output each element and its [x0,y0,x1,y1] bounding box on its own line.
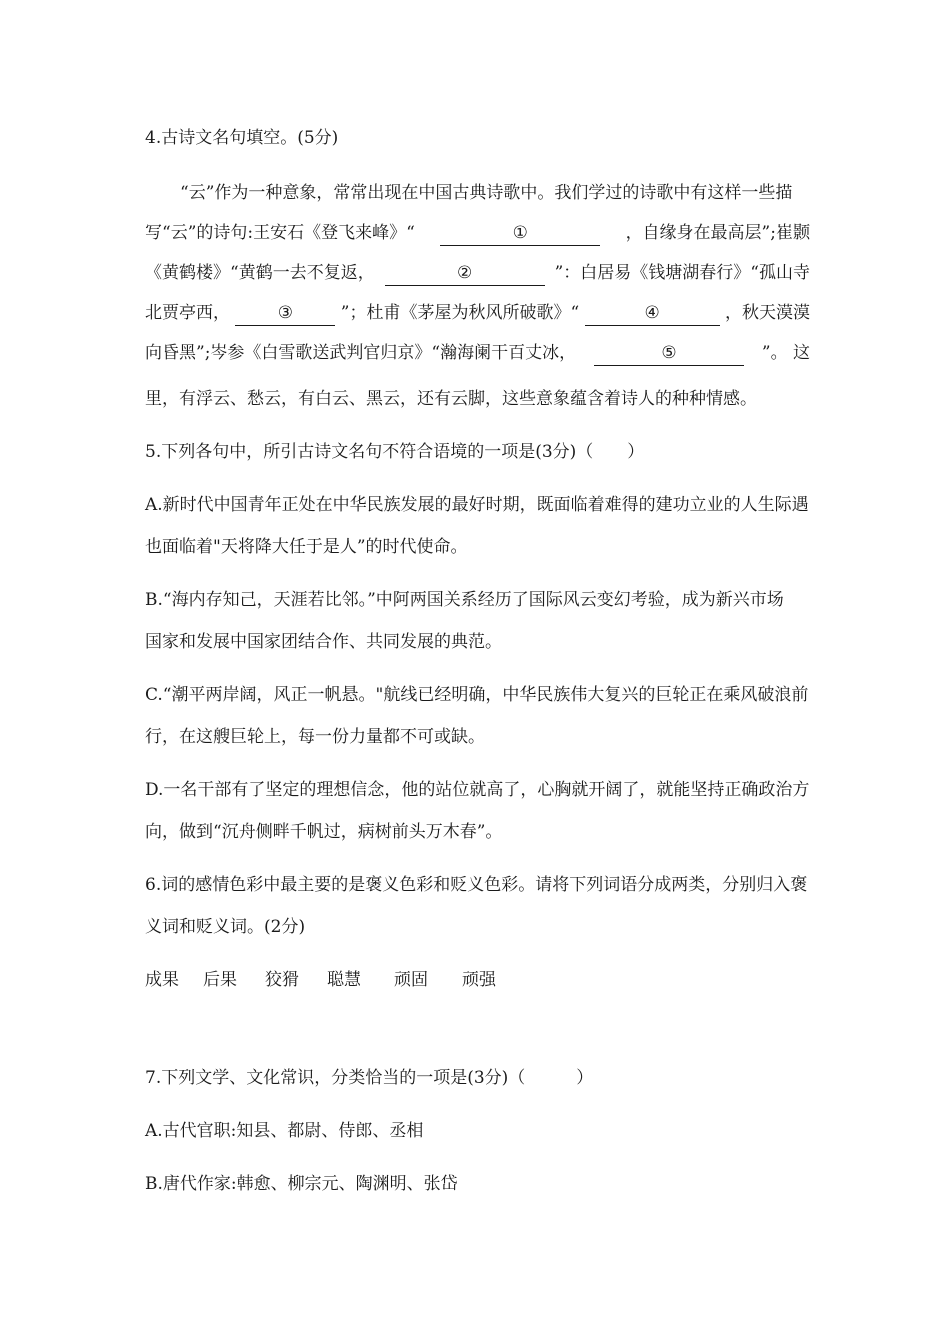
q4-text: ，秋天漠漠 [724,303,810,323]
q4-paragraph-line-1: “云”作为一种意象，常常出现在中国古典诗歌中。我们学过的诗歌中有这样一些描 [180,183,793,203]
q4-text: ”；杜甫《茅屋为秋风所破歌》“ [340,303,580,323]
q5-option-d-line-1[interactable]: D.一名干部有了坚定的理想信念，他的站位就高了，心胸就开阔了，就能坚持正确政治方 [145,780,810,800]
q6-word: 狡猾 [265,970,299,990]
fill-blank-5[interactable]: ⑤ [594,343,744,366]
q6-title-line-1: 6.词的感情色彩中最主要的是褒义色彩和贬义色彩。请将下列词语分成两类，分别归入褒 [145,875,808,895]
fill-blank-3[interactable]: ③ [235,303,335,326]
q4-title: 4.古诗文名句填空。(5分) [145,128,339,148]
fill-blank-1[interactable]: ① [440,223,600,246]
q6-word: 顽强 [462,970,496,990]
q7-title: 7.下列文学、文化常识，分类恰当的一项是(3分)（ ） [145,1068,594,1088]
q6-word: 聪慧 [327,970,361,990]
q6-title-line-2: 义词和贬义词。(2分) [145,917,306,937]
q7-option-b[interactable]: B.唐代作家:韩愈、柳宗元、陶渊明、张岱 [145,1174,458,1194]
q6-word: 顽固 [394,970,428,990]
q4-text: ”。 这 [761,343,810,363]
q5-option-d-line-2[interactable]: 向，做到“沉舟侧畔千帆过，病树前头万木春”。 [145,822,503,842]
q6-word: 后果 [203,970,237,990]
q4-text: ，自缘身在最高层”;崔颢 [625,223,810,243]
fill-blank-2[interactable]: ② [385,263,545,286]
q5-option-b-line-1[interactable]: B.“海内存知己，天涯若比邻。”中阿两国关系经历了国际风云变幻考验，成为新兴市场 [145,590,784,610]
q4-text: 写“云”的诗句:王安石《登飞来峰》“ [145,223,415,243]
q5-option-a-line-1[interactable]: A.新时代中国青年正处在中华民族发展的最好时期，既面临着难得的建功立业的人生际遇 [145,495,809,515]
q4-text: 北贾亭西， [145,303,230,323]
q4-paragraph-line-6: 里，有浮云、愁云，有白云、黑云，还有云脚，这些意象蕴含着诗人的种种情感。 [145,389,757,409]
q7-option-a[interactable]: A.古代官职:知县、都尉、侍郎、丞相 [145,1121,424,1141]
q6-word-list [145,970,810,990]
q4-text: ”：白居易《钱塘湖春行》“孤山寺 [554,263,810,283]
q5-option-b-line-2[interactable]: 国家和发展中国家团结合作、共同发展的典范。 [145,632,502,652]
q5-option-c-line-1[interactable]: C.“潮平两岸阔，风正一帆悬。"航线已经明确，中华民族伟大复兴的巨轮正在乘风破浪前 [145,685,809,705]
q5-option-c-line-2[interactable]: 行，在这艘巨轮上，每一份力量都不可或缺。 [145,727,485,747]
q4-paragraph-line-3 [145,263,810,286]
q4-text: 《黄鹤楼》“黄鹤一去不复返， [145,263,375,283]
q4-paragraph-line-5 [145,343,810,366]
q4-paragraph-line-4 [145,303,810,326]
q6-word: 成果 [145,970,179,990]
q4-paragraph-line-2 [145,223,810,246]
q4-text: 向昏黑”;岑参《白雪歌送武判官归京》“瀚海阑干百丈冰， [145,343,577,363]
q5-option-a-line-2[interactable]: 也面临着"天将降大任于是人”的时代使命。 [145,537,468,557]
fill-blank-4[interactable]: ④ [585,303,720,326]
q5-title: 5.下列各句中，所引古诗文名句不符合语境的一项是(3分)（ ） [145,442,645,462]
